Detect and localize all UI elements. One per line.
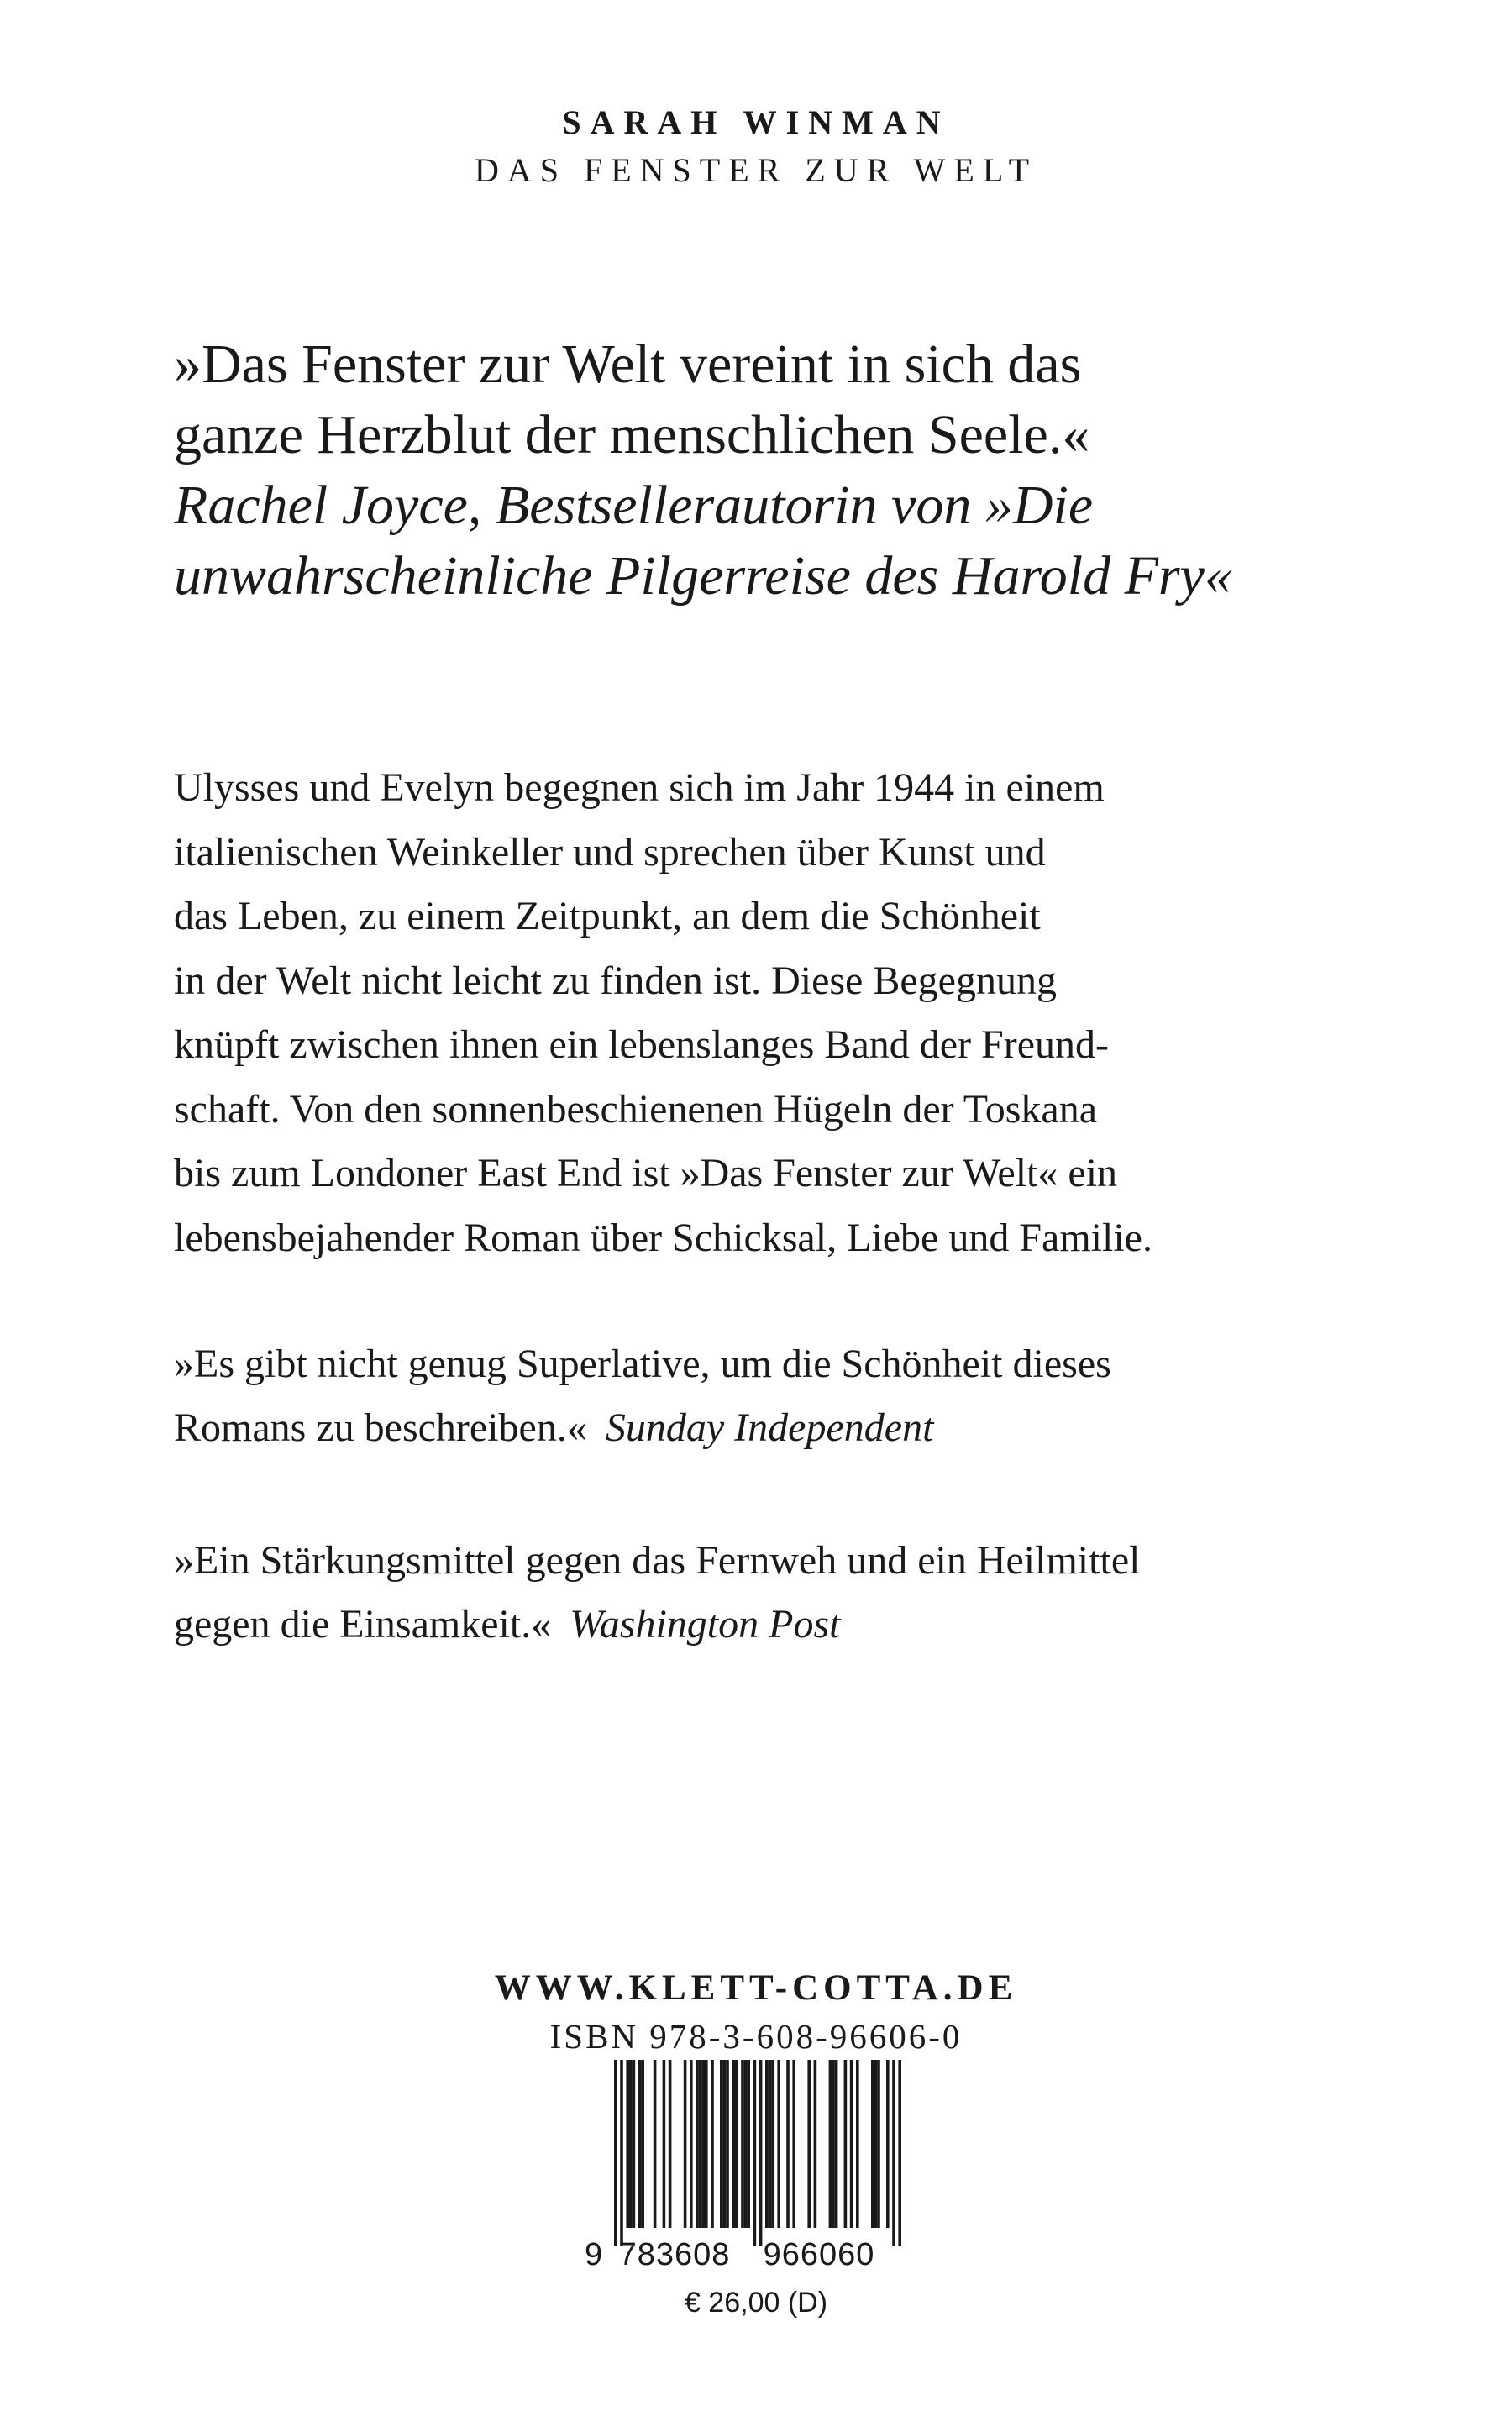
barcode-bar bbox=[753, 2060, 757, 2246]
barcode-bar bbox=[684, 2060, 687, 2228]
barcode-bar bbox=[850, 2060, 853, 2228]
barcode-bar bbox=[769, 2060, 772, 2228]
barcode-bar bbox=[626, 2060, 629, 2228]
barcode-bar bbox=[641, 2060, 644, 2228]
barcode-bar bbox=[771, 2060, 774, 2228]
barcode-left-digits: 783608 bbox=[618, 2237, 731, 2272]
description-line: italienischen Weinkeller und sprechen über Kunst und bbox=[174, 829, 1046, 875]
barcode-graphic bbox=[582, 2060, 921, 2272]
barcode-bar bbox=[633, 2060, 636, 2228]
book-title: DAS FENSTER ZUR WELT bbox=[474, 151, 1038, 189]
barcode-bar bbox=[699, 2060, 702, 2228]
description-line: knüpft zwischen ihnen ein lebenslanges Band der Freund- bbox=[174, 1022, 1110, 1067]
description bbox=[174, 756, 1367, 1270]
barcode-bar bbox=[701, 2060, 705, 2228]
barcode-bar bbox=[705, 2060, 708, 2228]
barcode-bar bbox=[807, 2060, 811, 2228]
barcode-bars bbox=[614, 2060, 901, 2246]
review-source: Washington Post bbox=[570, 1602, 841, 1647]
barcode-bar bbox=[877, 2060, 880, 2228]
review-text: Romans zu beschreiben.« bbox=[174, 1405, 587, 1450]
barcode-right-digits: 966060 bbox=[763, 2237, 875, 2272]
review-washington-post bbox=[174, 1529, 1367, 1657]
barcode-bar bbox=[886, 2060, 890, 2228]
barcode-bar bbox=[759, 2060, 763, 2246]
barcode-bar bbox=[669, 2060, 672, 2228]
review-line: »Ein Stärkungsmittel gegen das Fernweh und ein Heilmittel bbox=[174, 1538, 1141, 1583]
review-source: Sunday Independent bbox=[605, 1405, 934, 1450]
barcode-bar bbox=[829, 2060, 832, 2228]
review-sunday-independent bbox=[174, 1332, 1367, 1460]
barcode-bar bbox=[832, 2060, 835, 2228]
description-line: lebensbejahender Roman über Schicksal, Liebe und Familie. bbox=[174, 1215, 1152, 1260]
review-text: gegen die Einsamkeit.« bbox=[174, 1602, 552, 1647]
description-line: in der Welt nicht leicht zu finden ist. Diese Begegnung bbox=[174, 958, 1057, 1003]
barcode-bar bbox=[874, 2060, 878, 2228]
barcode-bar bbox=[765, 2060, 769, 2228]
barcode-bar bbox=[620, 2060, 623, 2246]
barcode-bar bbox=[735, 2060, 738, 2228]
barcode-bar bbox=[614, 2060, 617, 2246]
barcode-bar bbox=[741, 2060, 744, 2228]
barcode-bar bbox=[690, 2060, 693, 2228]
barcode-bar bbox=[786, 2060, 790, 2228]
description-line: das Leben, zu einem Zeitpunkt, an dem die Schönheit bbox=[174, 894, 1041, 938]
barcode-bar bbox=[629, 2060, 633, 2228]
isbn-number: ISBN 978-3-608-96606-0 bbox=[549, 2017, 963, 2056]
footer bbox=[0, 1964, 1512, 2060]
barcode-bar bbox=[892, 2060, 895, 2246]
barcode-bar bbox=[814, 2060, 817, 2228]
barcode-bar bbox=[711, 2060, 714, 2228]
barcode-bar bbox=[726, 2060, 729, 2228]
barcode-bar bbox=[792, 2060, 795, 2228]
barcode-bar bbox=[744, 2060, 748, 2228]
quote-line: »Das Fenster zur Welt vereint in sich das bbox=[174, 334, 1082, 395]
barcode-bar bbox=[696, 2060, 699, 2228]
author-name: SARAH WINMAN bbox=[562, 103, 950, 141]
quote-attribution: Rachel Joyce, Bestsellerautorin von »Die bbox=[174, 475, 1094, 536]
barcode-bar bbox=[844, 2060, 848, 2228]
barcode-lead-digit: 9 bbox=[585, 2237, 603, 2272]
barcode-bar bbox=[663, 2060, 666, 2228]
barcode-bar bbox=[856, 2060, 859, 2228]
barcode-bar bbox=[732, 2060, 735, 2228]
quote-line: ganze Herzblut der menschlichen Seele.« bbox=[174, 404, 1090, 465]
publisher-website: WWW.KLETT-COTTA.DE bbox=[494, 1968, 1018, 2008]
barcode-bar bbox=[723, 2060, 727, 2228]
barcode-bar bbox=[898, 2060, 901, 2246]
barcode-bar bbox=[747, 2060, 750, 2228]
barcode-bar bbox=[777, 2060, 780, 2228]
quote-attribution: unwahrscheinliche Pilgerreise des Harold Fry« bbox=[174, 545, 1232, 607]
barcode-bar bbox=[720, 2060, 723, 2228]
barcode-bar bbox=[638, 2060, 642, 2228]
barcode-bar bbox=[654, 2060, 657, 2228]
price: € 26,00 (D) bbox=[684, 2287, 828, 2319]
review-line bbox=[174, 1593, 1367, 1657]
description-line: schaft. Von den sonnenbeschienenen Hügeln der Toskana bbox=[174, 1086, 1098, 1132]
review-line: »Es gibt nicht genug Superlative, um die Schönheit dieses bbox=[174, 1342, 1111, 1386]
barcode bbox=[582, 2060, 921, 2272]
header bbox=[0, 99, 1512, 195]
description-line: Ulysses und Evelyn begegnen sich im Jahr 1944 in einem bbox=[174, 765, 1105, 810]
barcode-bar bbox=[871, 2060, 874, 2228]
review-line bbox=[174, 1396, 1367, 1460]
main-quote bbox=[174, 329, 1367, 612]
description-line: bis zum Londoner East End ist »Das Fenster zur Welt« ein bbox=[174, 1151, 1118, 1195]
barcode-bar bbox=[835, 2060, 838, 2228]
